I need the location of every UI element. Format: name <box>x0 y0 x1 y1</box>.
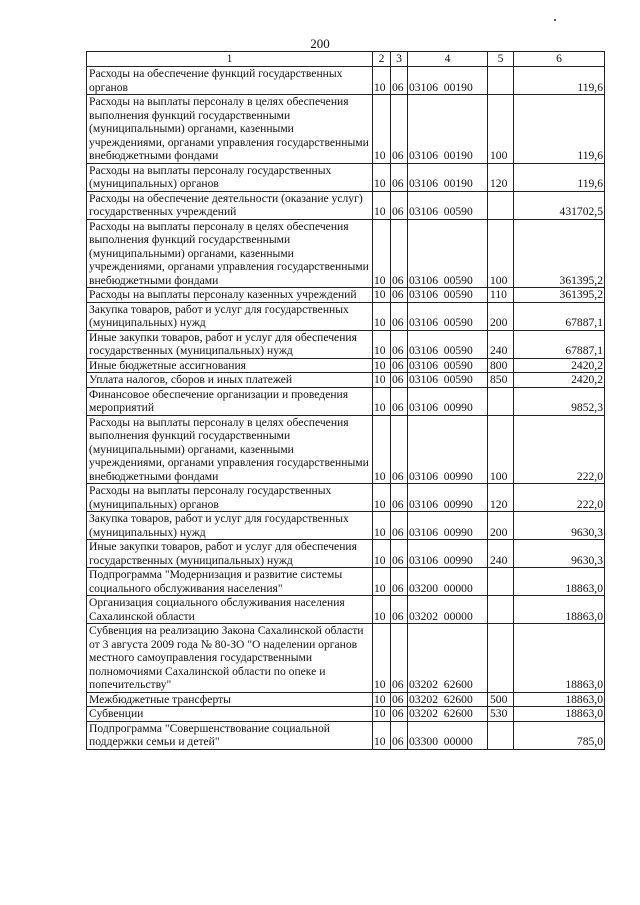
row-target-code-cell: 03106 00590 <box>408 191 488 219</box>
row-subsection-cell: 06 <box>391 67 408 95</box>
row-name-cell: Иные закупки товаров, работ и услуг для обеспечения государственных (муниципальных) нужд <box>87 540 373 568</box>
row-section-cell: 10 <box>373 596 391 624</box>
row-subsection-cell: 06 <box>391 330 408 358</box>
row-subsection-cell: 06 <box>391 721 408 749</box>
table-row <box>87 692 605 707</box>
header-col-6: 6 <box>514 52 605 67</box>
row-subsection-cell: 06 <box>391 415 408 484</box>
row-amount-cell: 9630,3 <box>514 540 605 568</box>
row-name-cell: Расходы на выплаты персоналу государственных (муниципальных) органов <box>87 484 373 512</box>
row-amount-cell: 361395,2 <box>514 219 605 288</box>
row-section-cell: 10 <box>373 358 391 373</box>
row-name-cell: Иные закупки товаров, работ и услуг для обеспечения государственных (муниципальных) нужд <box>87 330 373 358</box>
row-section-cell: 10 <box>373 288 391 303</box>
table-row <box>87 721 605 749</box>
table-row <box>87 163 605 191</box>
row-amount-cell: 431702,5 <box>514 191 605 219</box>
table-row <box>87 415 605 484</box>
header-col-1: 1 <box>87 52 373 67</box>
row-amount-cell: 67887,1 <box>514 330 605 358</box>
row-expense-type-cell: 100 <box>488 95 514 164</box>
row-subsection-cell: 06 <box>391 95 408 164</box>
row-expense-type-cell <box>488 387 514 415</box>
row-subsection-cell: 06 <box>391 484 408 512</box>
table-body <box>87 67 605 750</box>
table-row <box>87 219 605 288</box>
row-expense-type-cell: 850 <box>488 373 514 388</box>
table-row <box>87 596 605 624</box>
row-target-code-cell: 03106 00990 <box>408 484 488 512</box>
row-expense-type-cell: 100 <box>488 219 514 288</box>
row-amount-cell: 222,0 <box>514 415 605 484</box>
header-row <box>87 52 605 67</box>
row-name-cell: Расходы на обеспечение деятельности (оказание услуг) государственных учреждений <box>87 191 373 219</box>
row-expense-type-cell: 200 <box>488 512 514 540</box>
table-row <box>87 568 605 596</box>
row-amount-cell: 119,6 <box>514 163 605 191</box>
row-amount-cell: 18863,0 <box>514 624 605 693</box>
row-expense-type-cell: 200 <box>488 302 514 330</box>
row-amount-cell: 361395,2 <box>514 288 605 303</box>
row-expense-type-cell: 530 <box>488 707 514 722</box>
row-amount-cell: 9852,3 <box>514 387 605 415</box>
budget-table <box>86 51 605 750</box>
row-name-cell: Субвенции <box>87 707 373 722</box>
page-number: 200 <box>310 36 330 51</box>
row-expense-type-cell: 800 <box>488 358 514 373</box>
row-subsection-cell: 06 <box>391 707 408 722</box>
scan-speck <box>554 19 556 21</box>
row-amount-cell: 18863,0 <box>514 568 605 596</box>
row-section-cell: 10 <box>373 624 391 693</box>
row-subsection-cell: 06 <box>391 288 408 303</box>
row-subsection-cell: 06 <box>391 568 408 596</box>
row-name-cell: Расходы на выплаты персоналу в целях обеспечения выполнения функций государственными (муниципальными) органами, казенными учреждениями, органами управления государственными внебюджетными фондами <box>87 415 373 484</box>
row-target-code-cell: 03106 00990 <box>408 512 488 540</box>
row-subsection-cell: 06 <box>391 302 408 330</box>
row-expense-type-cell <box>488 67 514 95</box>
row-name-cell: Подпрограмма "Модернизация и развитие системы социального обслуживания населения" <box>87 568 373 596</box>
row-target-code-cell: 03106 00190 <box>408 95 488 164</box>
row-section-cell: 10 <box>373 540 391 568</box>
row-amount-cell: 18863,0 <box>514 707 605 722</box>
row-section-cell: 10 <box>373 415 391 484</box>
row-section-cell: 10 <box>373 707 391 722</box>
row-target-code-cell: 03106 00990 <box>408 540 488 568</box>
row-amount-cell: 119,6 <box>514 95 605 164</box>
row-subsection-cell: 06 <box>391 512 408 540</box>
row-target-code-cell: 03106 00190 <box>408 67 488 95</box>
row-target-code-cell: 03106 00590 <box>408 302 488 330</box>
row-expense-type-cell: 240 <box>488 540 514 568</box>
row-subsection-cell: 06 <box>391 373 408 388</box>
row-name-cell: Расходы на выплаты персоналу в целях обеспечения выполнения функций государственными (муниципальными) органами, казенными учреждениями, органами управления государственными внебюджетными фондами <box>87 219 373 288</box>
row-name-cell: Организация социального обслуживания населения Сахалинской области <box>87 596 373 624</box>
row-target-code-cell: 03200 00000 <box>408 568 488 596</box>
row-target-code-cell: 03300 00000 <box>408 721 488 749</box>
row-expense-type-cell <box>488 721 514 749</box>
row-expense-type-cell: 110 <box>488 288 514 303</box>
row-name-cell: Расходы на выплаты персоналу государственных (муниципальных) органов <box>87 163 373 191</box>
row-section-cell: 10 <box>373 191 391 219</box>
row-target-code-cell: 03202 62600 <box>408 624 488 693</box>
header-col-3: 3 <box>391 52 408 67</box>
row-subsection-cell: 06 <box>391 219 408 288</box>
row-subsection-cell: 06 <box>391 692 408 707</box>
row-section-cell: 10 <box>373 219 391 288</box>
row-section-cell: 10 <box>373 484 391 512</box>
row-amount-cell: 2420,2 <box>514 358 605 373</box>
row-expense-type-cell: 120 <box>488 484 514 512</box>
row-section-cell: 10 <box>373 692 391 707</box>
row-target-code-cell: 03106 00590 <box>408 373 488 388</box>
row-subsection-cell: 06 <box>391 387 408 415</box>
row-section-cell: 10 <box>373 373 391 388</box>
row-expense-type-cell: 100 <box>488 415 514 484</box>
row-target-code-cell: 03106 00190 <box>408 163 488 191</box>
row-name-cell: Субвенция на реализацию Закона Сахалинской области от 3 августа 2009 года № 80-ЗО "О наделении органов местного самоуправления государственными полномочиями Сахалинской области по опеке и попечительству" <box>87 624 373 693</box>
row-expense-type-cell: 240 <box>488 330 514 358</box>
header-col-2: 2 <box>373 52 391 67</box>
row-amount-cell: 785,0 <box>514 721 605 749</box>
row-section-cell: 10 <box>373 163 391 191</box>
row-amount-cell: 9630,3 <box>514 512 605 540</box>
row-target-code-cell: 03106 00590 <box>408 330 488 358</box>
row-subsection-cell: 06 <box>391 624 408 693</box>
row-name-cell: Закупка товаров, работ и услуг для государственных (муниципальных) нужд <box>87 302 373 330</box>
row-expense-type-cell: 500 <box>488 692 514 707</box>
row-name-cell: Финансовое обеспечение организации и проведения мероприятий <box>87 387 373 415</box>
row-target-code-cell: 03106 00590 <box>408 288 488 303</box>
row-section-cell: 10 <box>373 512 391 540</box>
row-name-cell: Расходы на выплаты персоналу в целях обеспечения выполнения функций государственными (муниципальными) органами, казенными учреждениями, органами управления государственными внебюджетными фондами <box>87 95 373 164</box>
row-section-cell: 10 <box>373 387 391 415</box>
row-target-code-cell: 03202 62600 <box>408 707 488 722</box>
table-row <box>87 95 605 164</box>
table-row <box>87 512 605 540</box>
table-header <box>87 52 605 67</box>
row-name-cell: Расходы на обеспечение функций государственных органов <box>87 67 373 95</box>
row-section-cell: 10 <box>373 330 391 358</box>
row-name-cell: Закупка товаров, работ и услуг для государственных (муниципальных) нужд <box>87 512 373 540</box>
table-row <box>87 624 605 693</box>
row-name-cell: Расходы на выплаты персоналу казенных учреждений <box>87 288 373 303</box>
table-row <box>87 373 605 388</box>
row-target-code-cell: 03106 00990 <box>408 415 488 484</box>
row-subsection-cell: 06 <box>391 540 408 568</box>
row-expense-type-cell <box>488 191 514 219</box>
row-expense-type-cell <box>488 568 514 596</box>
row-expense-type-cell: 120 <box>488 163 514 191</box>
row-amount-cell: 18863,0 <box>514 596 605 624</box>
row-target-code-cell: 03106 00590 <box>408 219 488 288</box>
row-name-cell: Подпрограмма "Совершенствование социальной поддержки семьи и детей" <box>87 721 373 749</box>
row-section-cell: 10 <box>373 67 391 95</box>
table-row <box>87 387 605 415</box>
table-row <box>87 484 605 512</box>
row-expense-type-cell <box>488 596 514 624</box>
table-row <box>87 191 605 219</box>
row-amount-cell: 67887,1 <box>514 302 605 330</box>
row-name-cell: Уплата налогов, сборов и иных платежей <box>87 373 373 388</box>
table-row <box>87 302 605 330</box>
row-subsection-cell: 06 <box>391 191 408 219</box>
row-section-cell: 10 <box>373 95 391 164</box>
row-amount-cell: 222,0 <box>514 484 605 512</box>
header-col-5: 5 <box>488 52 514 67</box>
table-row <box>87 330 605 358</box>
row-target-code-cell: 03202 62600 <box>408 692 488 707</box>
row-target-code-cell: 03202 00000 <box>408 596 488 624</box>
row-subsection-cell: 06 <box>391 358 408 373</box>
row-section-cell: 10 <box>373 568 391 596</box>
row-name-cell: Межбюджетные трансферты <box>87 692 373 707</box>
table-row <box>87 288 605 303</box>
row-name-cell: Иные бюджетные ассигнования <box>87 358 373 373</box>
table-row <box>87 707 605 722</box>
table-row <box>87 358 605 373</box>
row-subsection-cell: 06 <box>391 596 408 624</box>
row-target-code-cell: 03106 00990 <box>408 387 488 415</box>
row-section-cell: 10 <box>373 302 391 330</box>
row-section-cell: 10 <box>373 721 391 749</box>
row-amount-cell: 119,6 <box>514 67 605 95</box>
header-col-4: 4 <box>408 52 488 67</box>
row-subsection-cell: 06 <box>391 163 408 191</box>
table-row <box>87 67 605 95</box>
row-amount-cell: 18863,0 <box>514 692 605 707</box>
row-expense-type-cell <box>488 624 514 693</box>
table-row <box>87 540 605 568</box>
row-amount-cell: 2420,2 <box>514 373 605 388</box>
row-target-code-cell: 03106 00590 <box>408 358 488 373</box>
